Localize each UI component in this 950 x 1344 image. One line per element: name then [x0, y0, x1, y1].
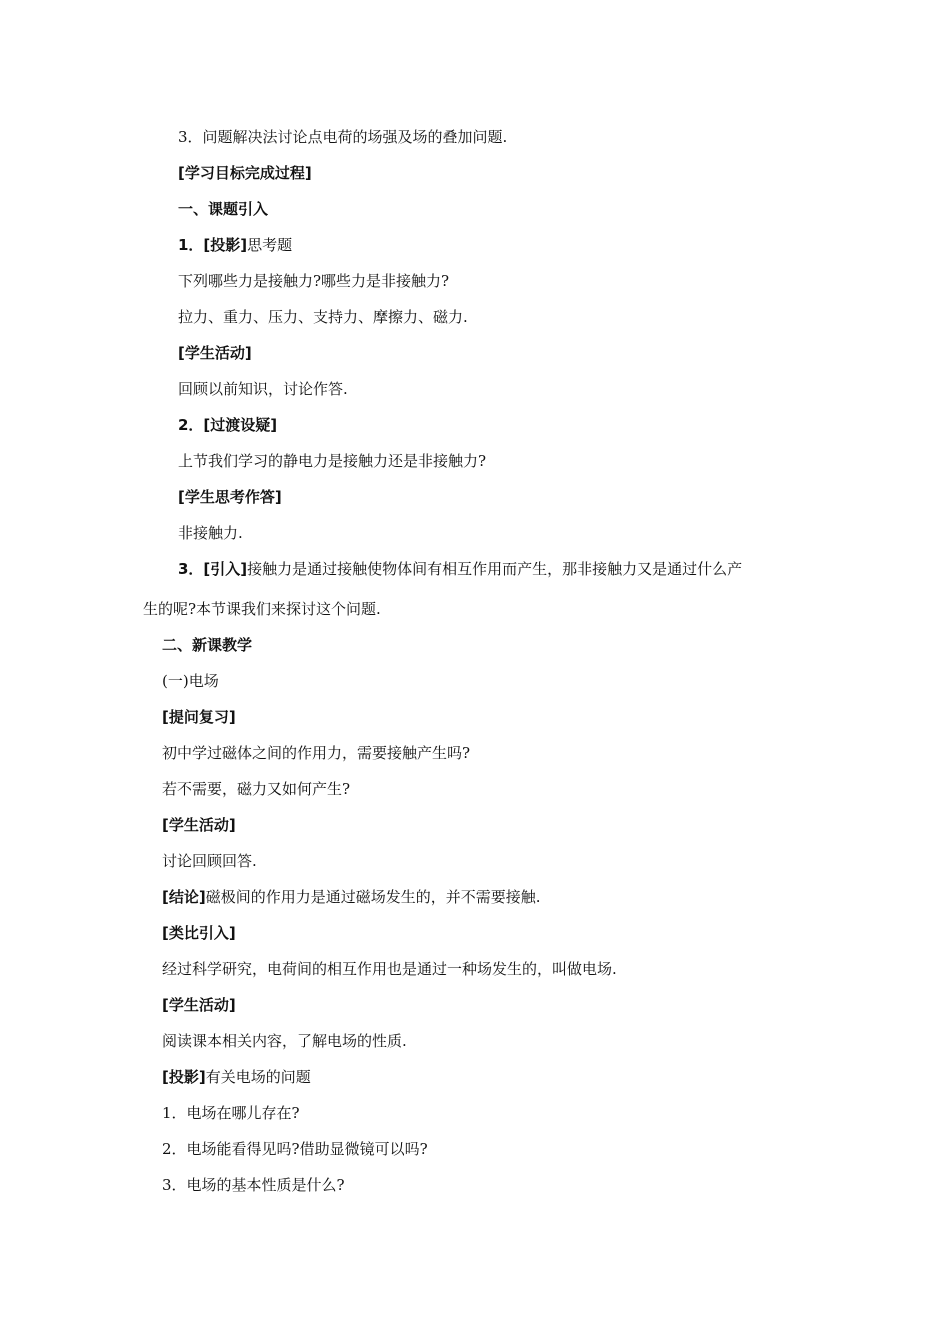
- text-line: 3．问题解决法讨论点电荷的场强及场的叠加问题.: [178, 128, 508, 146]
- inline-label: [结论]: [162, 888, 206, 906]
- text-line: (一)电场: [162, 672, 219, 690]
- section-heading: 二、新课教学: [162, 636, 253, 654]
- inline-label: 3．[引入]: [178, 560, 248, 578]
- inline-text: 磁极间的作用力是通过磁场发生的，并不需要接触.: [205, 888, 541, 906]
- inline-text: 接触力是通过接触使物体间有相互作用而产生，那非接触力又是通过什么产: [247, 560, 743, 578]
- section-heading: [学生活动]: [162, 816, 236, 834]
- text-line: [162, 1067, 311, 1087]
- text-line: [162, 887, 541, 907]
- section-heading: [提问复习]: [162, 708, 236, 726]
- section-heading: [学生活动]: [162, 996, 236, 1014]
- text-line: 上节我们学习的静电力是接触力还是非接触力?: [178, 452, 487, 470]
- list-item: 3．电场的基本性质是什么?: [162, 1176, 345, 1194]
- text-line: 讨论回顾回答.: [162, 852, 257, 870]
- inline-label: 1．[投影]: [178, 236, 248, 254]
- inline-text: 思考题: [247, 236, 293, 254]
- inline-label: [投影]: [162, 1068, 206, 1086]
- text-line: [178, 235, 292, 255]
- section-heading: 一、课题引入: [178, 200, 269, 218]
- text-line: 初中学过磁体之间的作用力，需要接触产生吗?: [162, 744, 471, 762]
- section-heading: [学生活动]: [178, 344, 252, 362]
- inline-text: 有关电场的问题: [205, 1068, 311, 1086]
- section-heading: [学习目标完成过程]: [178, 164, 312, 182]
- section-heading: 2．[过渡设疑]: [178, 416, 278, 434]
- text-line: 非接触力.: [178, 524, 243, 542]
- text-line: 下列哪些力是接触力?哪些力是非接触力?: [178, 272, 450, 290]
- text-line: 经过科学研究，电荷间的相互作用也是通过一种场发生的，叫做电场.: [162, 960, 617, 978]
- text-line: [178, 559, 742, 579]
- text-line: 阅读课本相关内容，了解电场的性质.: [162, 1032, 407, 1050]
- text-line: 生的呢?本节课我们来探讨这个问题.: [143, 600, 381, 618]
- list-item: 1．电场在哪儿存在?: [162, 1104, 300, 1122]
- text-line: 拉力、重力、压力、支持力、摩擦力、磁力.: [178, 308, 468, 326]
- list-item: 2．电场能看得见吗?借助显微镜可以吗?: [162, 1140, 428, 1158]
- section-heading: [学生思考作答]: [178, 488, 282, 506]
- text-line: 若不需要，磁力又如何产生?: [162, 780, 351, 798]
- text-line: 回顾以前知识，讨论作答.: [178, 380, 348, 398]
- section-heading: [类比引入]: [162, 924, 236, 942]
